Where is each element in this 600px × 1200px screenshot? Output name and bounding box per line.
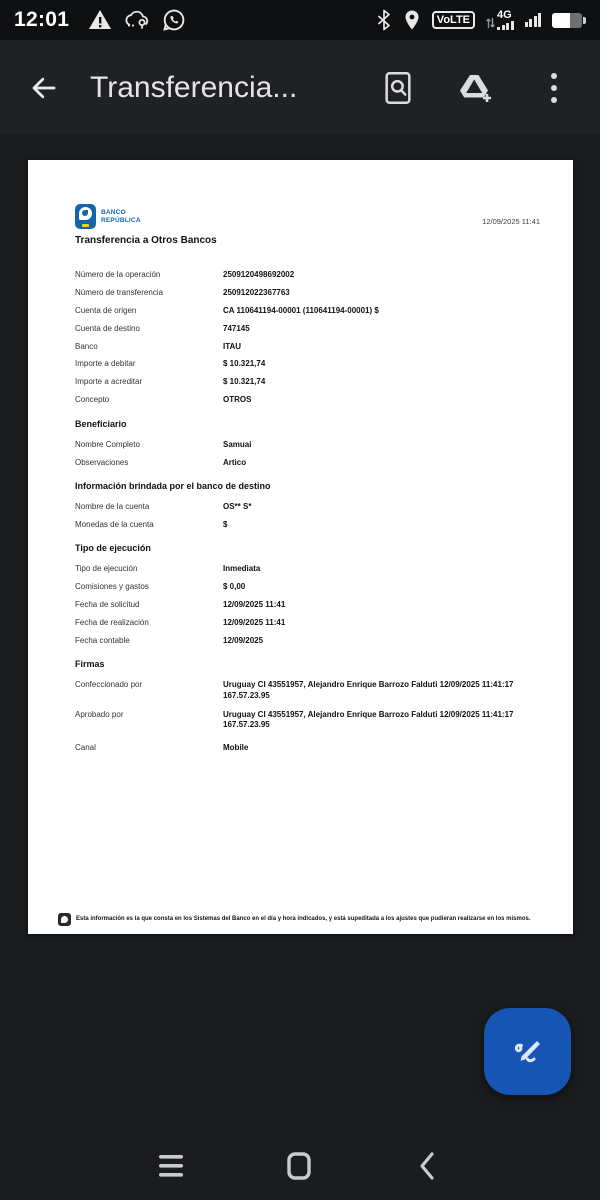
- status-bar-right: [376, 9, 586, 31]
- field-row: [75, 582, 540, 592]
- field-row: [75, 618, 540, 628]
- section-heading: Beneficiario: [75, 418, 127, 429]
- signal-4g-icon: [486, 10, 514, 30]
- recents-icon: [156, 1153, 186, 1179]
- overflow-menu-button[interactable]: [532, 66, 576, 110]
- field-value: Artico: [223, 457, 247, 467]
- add-to-drive-button[interactable]: [454, 66, 498, 110]
- field-value: $: [223, 519, 228, 529]
- find-in-document-button[interactable]: [376, 66, 420, 110]
- signal-bars-secondary: [525, 13, 542, 27]
- field-row: [75, 600, 540, 610]
- field-row: [75, 458, 540, 468]
- field-value: $ 0,00: [223, 582, 246, 592]
- field-label: Canal: [75, 742, 96, 752]
- field-value: Samuai: [223, 439, 252, 449]
- field-row: [75, 636, 540, 646]
- field-label: Nombre Completo: [75, 439, 140, 449]
- field-row: [75, 395, 540, 405]
- field-value: $ 10.321,74: [223, 359, 266, 369]
- field-value: 2509120498692002: [223, 270, 295, 279]
- field-row: [75, 377, 540, 387]
- scribble-pen-icon: [507, 1031, 549, 1073]
- recents-button[interactable]: [149, 1144, 193, 1188]
- field-label: Concepto: [75, 395, 110, 405]
- field-row: [75, 743, 540, 753]
- field-row: [75, 440, 540, 450]
- field-label: Tipo de ejecución: [75, 564, 138, 574]
- home-icon: [286, 1151, 312, 1181]
- field-label: Comisiones y gastos: [75, 582, 149, 592]
- field-value: OTROS: [223, 395, 252, 405]
- field-label: Nombre de la cuenta: [75, 501, 150, 511]
- field-label: Número de la operación: [75, 270, 161, 279]
- battery-icon: [552, 13, 586, 28]
- section-heading: Tipo de ejecución: [75, 543, 151, 554]
- bank-name-line2: REPÚBLICA: [101, 216, 141, 224]
- status-bar-left: [14, 8, 186, 32]
- field-value: Uruguay CI 43551957, Alejandro Enrique Barrozo Falduti 12/09/2025 11:41:17 167.57.23.95: [223, 709, 514, 730]
- field-row: [75, 342, 540, 352]
- field-row: [75, 288, 540, 298]
- app-bar: [0, 40, 600, 135]
- field-value: 12/09/2025 11:41: [223, 599, 286, 609]
- field-value: Uruguay CI 43551957, Alejandro Enrique Barrozo Falduti 12/09/2025 11:41:17 167.57.23.95: [223, 680, 514, 700]
- field-row: [75, 564, 540, 574]
- document-footer: [58, 913, 549, 926]
- back-button[interactable]: [20, 64, 68, 112]
- status-bar: [0, 0, 600, 40]
- field-value: 12/09/2025 11:41: [223, 617, 286, 627]
- field-row: [75, 270, 540, 280]
- field-value: OS** S*: [223, 501, 252, 511]
- field-label: Cuenta de destino: [75, 323, 140, 333]
- field-row: [75, 710, 540, 731]
- field-label: Importe a debitar: [75, 359, 136, 369]
- field-row: [75, 306, 540, 316]
- back-nav-button[interactable]: [405, 1144, 449, 1188]
- section-heading: Información brindada por el banco de destino: [75, 480, 271, 491]
- field-label: Fecha contable: [75, 635, 130, 645]
- footer-note: Esta información es la que consta en los Sistemas del Banco en el día y hora indicados, y está supeditada a los ajustes que pudieran realizarse en los mismos.: [76, 915, 531, 922]
- cloud-location-icon: [123, 9, 151, 31]
- field-row: [75, 502, 540, 512]
- field-value: Inmediata: [223, 564, 261, 574]
- field-value: ITAU: [223, 341, 242, 351]
- field-value: Mobile: [223, 742, 249, 752]
- field-row: [75, 520, 540, 530]
- navigation-bar: [0, 1130, 600, 1200]
- section-heading: Firmas: [75, 659, 105, 670]
- home-button[interactable]: [277, 1144, 321, 1188]
- field-label: Cuenta de origen: [75, 305, 137, 315]
- back-icon: [418, 1151, 436, 1181]
- bluetooth-icon: [376, 9, 392, 31]
- field-label: Confeccionado por: [75, 680, 143, 690]
- field-row: [75, 680, 540, 701]
- field-label: Monedas de la cuenta: [75, 519, 154, 529]
- field-value: 12/09/2025: [223, 635, 264, 645]
- bank-name-line1: BANCO: [101, 209, 126, 216]
- bank-logo: [75, 204, 141, 229]
- field-value: 747145: [223, 323, 250, 333]
- field-value: CA 110641194-00001 (110641194-00001) $: [223, 305, 379, 315]
- field-value: 250912022367763: [223, 287, 290, 297]
- signal-bars-primary: [497, 21, 514, 30]
- bank-footer-icon: [58, 913, 71, 926]
- field-label: Fecha de solicitud: [75, 599, 140, 609]
- field-value: $ 10.321,74: [223, 377, 266, 387]
- location-icon: [403, 9, 421, 31]
- field-label: Aprobado por: [75, 709, 124, 719]
- field-label: Importe a acreditar: [75, 377, 143, 387]
- document-title: Transferencia a Otros Bancos: [75, 235, 217, 246]
- bank-logo-text: [101, 209, 141, 224]
- field-label: Observaciones: [75, 457, 129, 467]
- volte-badge: VoLTE: [432, 11, 475, 29]
- whatsapp-icon: [162, 8, 186, 32]
- field-row: [75, 324, 540, 334]
- app-bar-actions: [376, 66, 576, 110]
- document-page: [28, 160, 573, 934]
- annotate-fab[interactable]: [484, 1008, 571, 1095]
- pdf-viewer[interactable]: [0, 135, 600, 1130]
- app-bar-title: Transferencia...: [90, 70, 298, 104]
- field-label: Número de transferencia: [75, 287, 164, 297]
- field-label: Fecha de realización: [75, 617, 149, 627]
- field-label: Banco: [75, 341, 98, 351]
- field-row: [75, 359, 540, 369]
- document-content: [75, 270, 540, 761]
- document-datetime: 12/09/2025 11:41: [482, 217, 540, 226]
- status-time: 12:01: [14, 8, 70, 31]
- bank-logo-icon: [75, 204, 96, 229]
- warning-icon: [88, 9, 112, 31]
- network-type-label: 4G: [497, 9, 512, 21]
